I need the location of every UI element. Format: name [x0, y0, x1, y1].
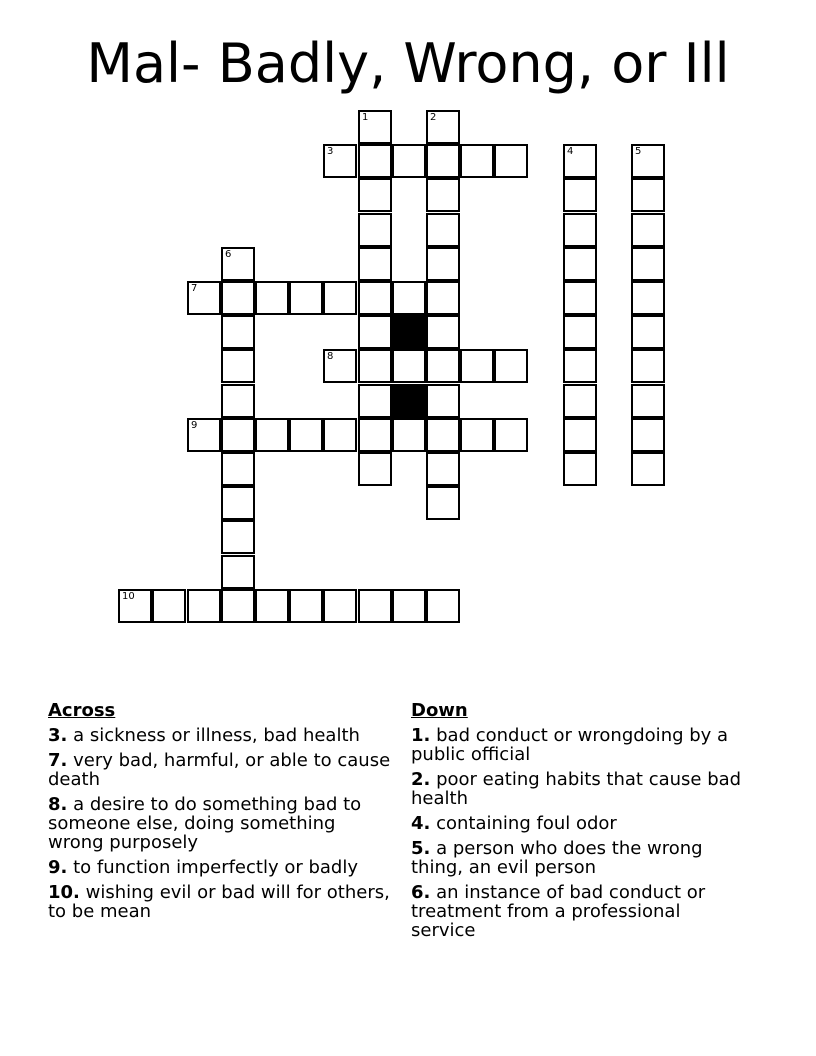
page-title: Mal- Badly, Wrong, or Ill	[86, 32, 730, 95]
cell-number: 8	[327, 351, 334, 362]
clue-text: a desire to do something bad to someone else, doing something wrong purposely	[48, 794, 362, 853]
grid-cell[interactable]	[392, 589, 426, 623]
clue-number: 1.	[411, 725, 431, 746]
grid-cell[interactable]	[221, 452, 255, 486]
grid-cell[interactable]	[358, 281, 392, 315]
grid-cell[interactable]	[494, 349, 528, 383]
grid-cell[interactable]	[631, 418, 665, 452]
cell-number: 7	[191, 283, 198, 294]
cell-number: 2	[430, 112, 437, 123]
cell-number: 3	[327, 146, 334, 157]
grid-cell[interactable]	[392, 144, 426, 178]
grid-cell[interactable]	[426, 110, 460, 144]
grid-cell[interactable]	[426, 247, 460, 281]
grid-cell[interactable]	[426, 213, 460, 247]
grid-cell[interactable]	[494, 144, 528, 178]
grid-cell[interactable]	[289, 589, 323, 623]
grid-cell[interactable]	[494, 418, 528, 452]
grid-cell[interactable]	[221, 349, 255, 383]
clue-text: to function imperfectly or badly	[73, 857, 358, 878]
clue-text: a sickness or illness, bad health	[73, 725, 360, 746]
grid-cell[interactable]	[563, 281, 597, 315]
grid-cell[interactable]	[631, 452, 665, 486]
across-heading: Across	[48, 700, 116, 721]
grid-cell[interactable]	[426, 315, 460, 349]
clue-across-8	[48, 795, 393, 852]
clue-number: 4.	[411, 813, 431, 834]
grid-cell[interactable]	[358, 349, 392, 383]
grid-cell[interactable]	[426, 589, 460, 623]
grid-cell[interactable]	[358, 144, 392, 178]
grid-cell[interactable]	[255, 418, 289, 452]
clue-across-7	[48, 751, 393, 789]
grid-cell[interactable]	[187, 589, 221, 623]
grid-cell[interactable]	[221, 247, 255, 281]
blocked-cell	[392, 384, 426, 418]
grid-cell[interactable]	[563, 144, 597, 178]
grid-cell[interactable]	[255, 589, 289, 623]
grid-cell[interactable]	[187, 418, 221, 452]
grid-cell[interactable]	[221, 418, 255, 452]
grid-cell[interactable]	[392, 281, 426, 315]
cell-number: 9	[191, 420, 198, 431]
clue-number: 5.	[411, 838, 431, 859]
grid-cell[interactable]	[118, 589, 152, 623]
grid-cell[interactable]	[358, 384, 392, 418]
cell-number: 1	[362, 112, 369, 123]
grid-cell[interactable]	[358, 247, 392, 281]
grid-cell[interactable]	[426, 452, 460, 486]
grid-cell[interactable]	[563, 384, 597, 418]
grid-cell[interactable]	[631, 349, 665, 383]
down-clues	[411, 700, 746, 946]
grid-cell[interactable]	[255, 281, 289, 315]
clue-number: 10.	[48, 882, 80, 903]
grid-cell[interactable]	[221, 520, 255, 554]
clue-number: 6.	[411, 882, 431, 903]
clue-number: 2.	[411, 769, 431, 790]
grid-cell[interactable]	[563, 213, 597, 247]
grid-cell[interactable]	[323, 349, 357, 383]
grid-cell[interactable]	[221, 384, 255, 418]
grid-cell[interactable]	[152, 589, 186, 623]
grid-cell[interactable]	[631, 384, 665, 418]
clue-number: 8.	[48, 794, 68, 815]
grid-cell[interactable]	[460, 349, 494, 383]
grid-cell[interactable]	[426, 384, 460, 418]
clue-text: poor eating habits that cause bad health	[411, 769, 742, 809]
grid-cell[interactable]	[460, 418, 494, 452]
grid-cell[interactable]	[289, 281, 323, 315]
grid-cell[interactable]	[221, 315, 255, 349]
grid-cell[interactable]	[221, 589, 255, 623]
clue-number: 9.	[48, 857, 68, 878]
grid-cell[interactable]	[358, 589, 392, 623]
clue-text: an instance of bad conduct or treatment from a professional service	[411, 882, 706, 941]
clue-down-1	[411, 726, 746, 764]
grid-cell[interactable]	[221, 281, 255, 315]
clue-text: containing foul odor	[436, 813, 617, 834]
grid-cell[interactable]	[323, 589, 357, 623]
clue-across-3	[48, 726, 393, 745]
clue-down-2	[411, 770, 746, 808]
cell-number: 10	[122, 591, 135, 602]
grid-cell[interactable]	[563, 452, 597, 486]
grid-cell[interactable]	[358, 110, 392, 144]
clue-down-4	[411, 814, 746, 833]
grid-cell[interactable]	[221, 486, 255, 520]
grid-cell[interactable]	[563, 178, 597, 212]
grid-cell[interactable]	[631, 144, 665, 178]
blocked-cell	[392, 315, 426, 349]
grid-cell[interactable]	[426, 418, 460, 452]
clue-text: bad conduct or wrongdoing by a public official	[411, 725, 729, 765]
clue-text: a person who does the wrong thing, an evil person	[411, 838, 703, 878]
cell-number: 5	[635, 146, 642, 157]
grid-cell[interactable]	[426, 486, 460, 520]
grid-cell[interactable]	[323, 418, 357, 452]
grid-cell[interactable]	[392, 418, 426, 452]
clue-down-5	[411, 839, 746, 877]
grid-cell[interactable]	[563, 247, 597, 281]
grid-cell[interactable]	[460, 144, 494, 178]
grid-cell[interactable]	[563, 315, 597, 349]
grid-cell[interactable]	[631, 247, 665, 281]
clue-number: 7.	[48, 750, 68, 771]
across-clues	[48, 700, 393, 927]
grid-cell[interactable]	[631, 315, 665, 349]
grid-cell[interactable]	[426, 178, 460, 212]
grid-cell[interactable]	[323, 144, 357, 178]
clue-text: very bad, harmful, or able to cause death	[48, 750, 391, 790]
cell-number: 6	[225, 249, 232, 260]
grid-cell[interactable]	[631, 213, 665, 247]
grid-cell[interactable]	[187, 281, 221, 315]
grid-cell[interactable]	[426, 349, 460, 383]
grid-cell[interactable]	[221, 555, 255, 589]
grid-cell[interactable]	[323, 281, 357, 315]
grid-cell[interactable]	[358, 452, 392, 486]
clue-text: wishing evil or bad will for others, to be mean	[48, 882, 390, 922]
grid-cell[interactable]	[358, 315, 392, 349]
grid-cell[interactable]	[563, 349, 597, 383]
down-heading: Down	[411, 700, 468, 721]
grid-cell[interactable]	[631, 281, 665, 315]
grid-cell[interactable]	[358, 213, 392, 247]
grid-cell[interactable]	[631, 178, 665, 212]
clue-down-6	[411, 883, 746, 940]
grid-cell[interactable]	[392, 349, 426, 383]
clue-across-10	[48, 883, 393, 921]
grid-cell[interactable]	[358, 418, 392, 452]
grid-cell[interactable]	[426, 281, 460, 315]
grid-cell[interactable]	[358, 178, 392, 212]
cell-number: 4	[567, 146, 574, 157]
clue-number: 3.	[48, 725, 68, 746]
grid-cell[interactable]	[563, 418, 597, 452]
grid-cell[interactable]	[426, 144, 460, 178]
clue-across-9	[48, 858, 393, 877]
grid-cell[interactable]	[289, 418, 323, 452]
